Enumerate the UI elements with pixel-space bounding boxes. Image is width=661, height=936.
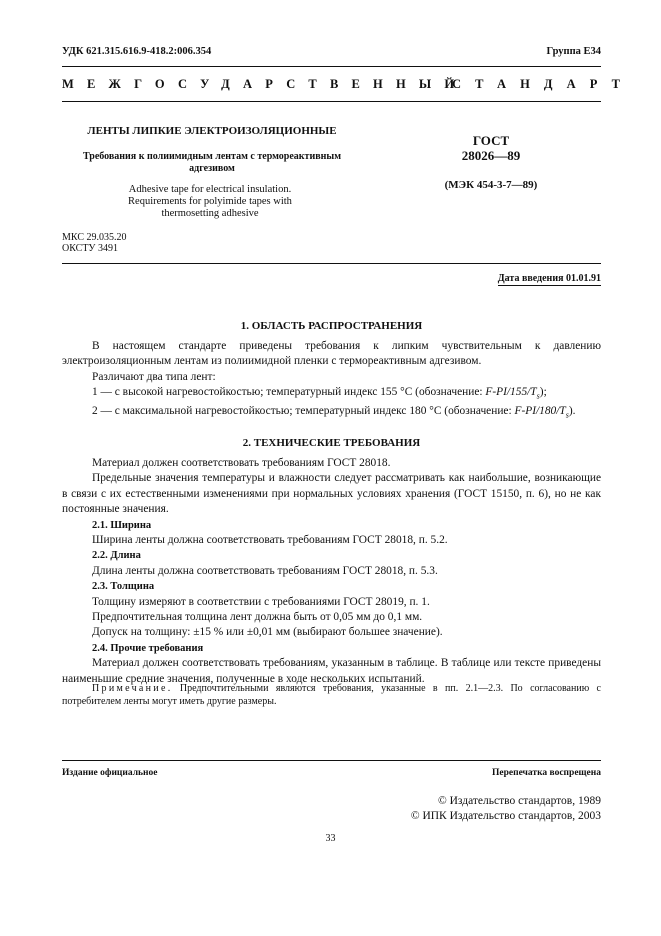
- subsection-heading: 2.4. Прочие требования: [92, 642, 204, 654]
- header-rule: [62, 263, 601, 264]
- gost-number: 28026—89: [461, 148, 521, 163]
- page-number: 33: [325, 833, 336, 844]
- introduction-date-value: 01.01.91: [566, 273, 601, 284]
- paragraph: В настоящем стандарте приведены требования к липким чувствительным к давлению электроизоляционным лентам из полиимидной пленки с термореактивным адгезивом.: [62, 340, 601, 368]
- iec-reference: (МЭК 454-3-7—89): [444, 179, 538, 191]
- paragraph: Материал должен соответствовать требованиям ГОСТ 28018.: [92, 457, 391, 469]
- footer-rule: [62, 760, 601, 761]
- okstu-code: ОКСТУ 3491: [62, 242, 119, 254]
- paragraph: Длина ленты должна соответствовать требованиям ГОСТ 28018, п. 5.3.: [92, 564, 438, 577]
- group-code: Группа Е34: [546, 46, 601, 57]
- note-text: Предпочтительными являются требования, указанные в пп. 2.1—2.3. По согласованию с потребителем ленты могут иметь другие размеры.: [62, 683, 601, 707]
- note: [62, 682, 601, 708]
- note-label: Примечание.: [92, 683, 173, 694]
- mks-code: МКС 29.035.20: [62, 232, 127, 243]
- copyright-line: © Издательство стандартов, 1989: [437, 795, 601, 807]
- copyright-block: [411, 794, 601, 823]
- gost-label: ГОСТ: [472, 133, 510, 148]
- subsection-heading: 2.3. Толщина: [92, 581, 155, 593]
- paragraph: Предпочтительная толщина лент должна быть от 0,05 мм до 0,1 мм.: [92, 611, 423, 624]
- section-2-title: 2. ТЕХНИЧЕСКИЕ ТРЕБОВАНИЯ: [242, 437, 421, 449]
- document-title: ЛЕНТЫ ЛИПКИЕ ЭЛЕКТРОИЗОЛЯЦИОННЫЕ: [87, 125, 337, 137]
- paragraph: Предельные значения температуры и влажности следует рассматривать как наибольшие, возникающие в связи с их естественными изменениями при нормальных условиях хранения (ГОСТ 15150, п. 6), но не как постоянные значения.: [62, 472, 601, 516]
- english-title-line: Requirements for polyimide tapes with: [128, 196, 292, 207]
- introduction-date: [498, 273, 601, 286]
- section-1-title: 1. ОБЛАСТЬ РАСПРОСТРАНЕНИЯ: [240, 320, 423, 332]
- subsection-heading: 2.2. Длина: [92, 550, 141, 562]
- classification-codes: [62, 233, 126, 254]
- document-subtitle: Требования к полиимидным лентам с термореактивным адгезивом: [82, 151, 342, 174]
- paragraph: Различают два типа лент:: [92, 370, 216, 383]
- banner-word-standard: СТАНДАРТ: [452, 77, 635, 91]
- official-edition: Издание официальное: [62, 768, 158, 778]
- paragraph-type-1: 1 — с высокой нагревостойкостью; температурный индекс 155 °С (обозначение: $F-PI/155/T_s$);: [92, 386, 547, 401]
- paragraph: Материал должен соответствовать требованиям, указанным в таблице. В таблице или тексте приведены наименьшие средние значения, полученные в ходе нескольких испытаний.: [62, 657, 601, 685]
- reprint-prohibited: Перепечатка воспрещена: [491, 768, 601, 778]
- copyright-line: © ИПК Издательство стандартов, 2003: [410, 809, 601, 822]
- introduction-date-label: Дата введения: [497, 273, 566, 284]
- english-title-line: Adhesive tape for electrical insulation.: [128, 184, 292, 195]
- standard-designation: [426, 133, 556, 163]
- standard-banner: [62, 77, 635, 92]
- section-1-body: [62, 339, 601, 423]
- subsection-heading: 2.1. Ширина: [92, 519, 152, 531]
- paragraph: Допуск на толщину: ±15 % или ±0,01 мм (выбирают большее значение).: [92, 626, 443, 639]
- paragraph: Толщину измеряют в соответствии с требованиями ГОСТ 28019, п. 1.: [92, 595, 430, 608]
- paragraph-type-2: 2 — с максимальной нагревостойкостью; температурный индекс 180 °С (обозначение: $F-PI/180/T_s$).: [92, 404, 576, 420]
- banner-rule: [62, 101, 601, 102]
- top-rule: [62, 66, 601, 67]
- section-2-body: [62, 456, 601, 687]
- banner-word-interstate: МЕЖГОСУДАРСТВЕННЫЙ: [62, 77, 468, 91]
- english-title: [110, 184, 310, 220]
- udc-code: УДК 621.315.616.9-418.2:006.354: [62, 46, 212, 57]
- english-title-line: thermosetting adhesive: [161, 208, 259, 219]
- paragraph: Ширина ленты должна соответствовать требованиям ГОСТ 28018, п. 5.2.: [92, 534, 448, 547]
